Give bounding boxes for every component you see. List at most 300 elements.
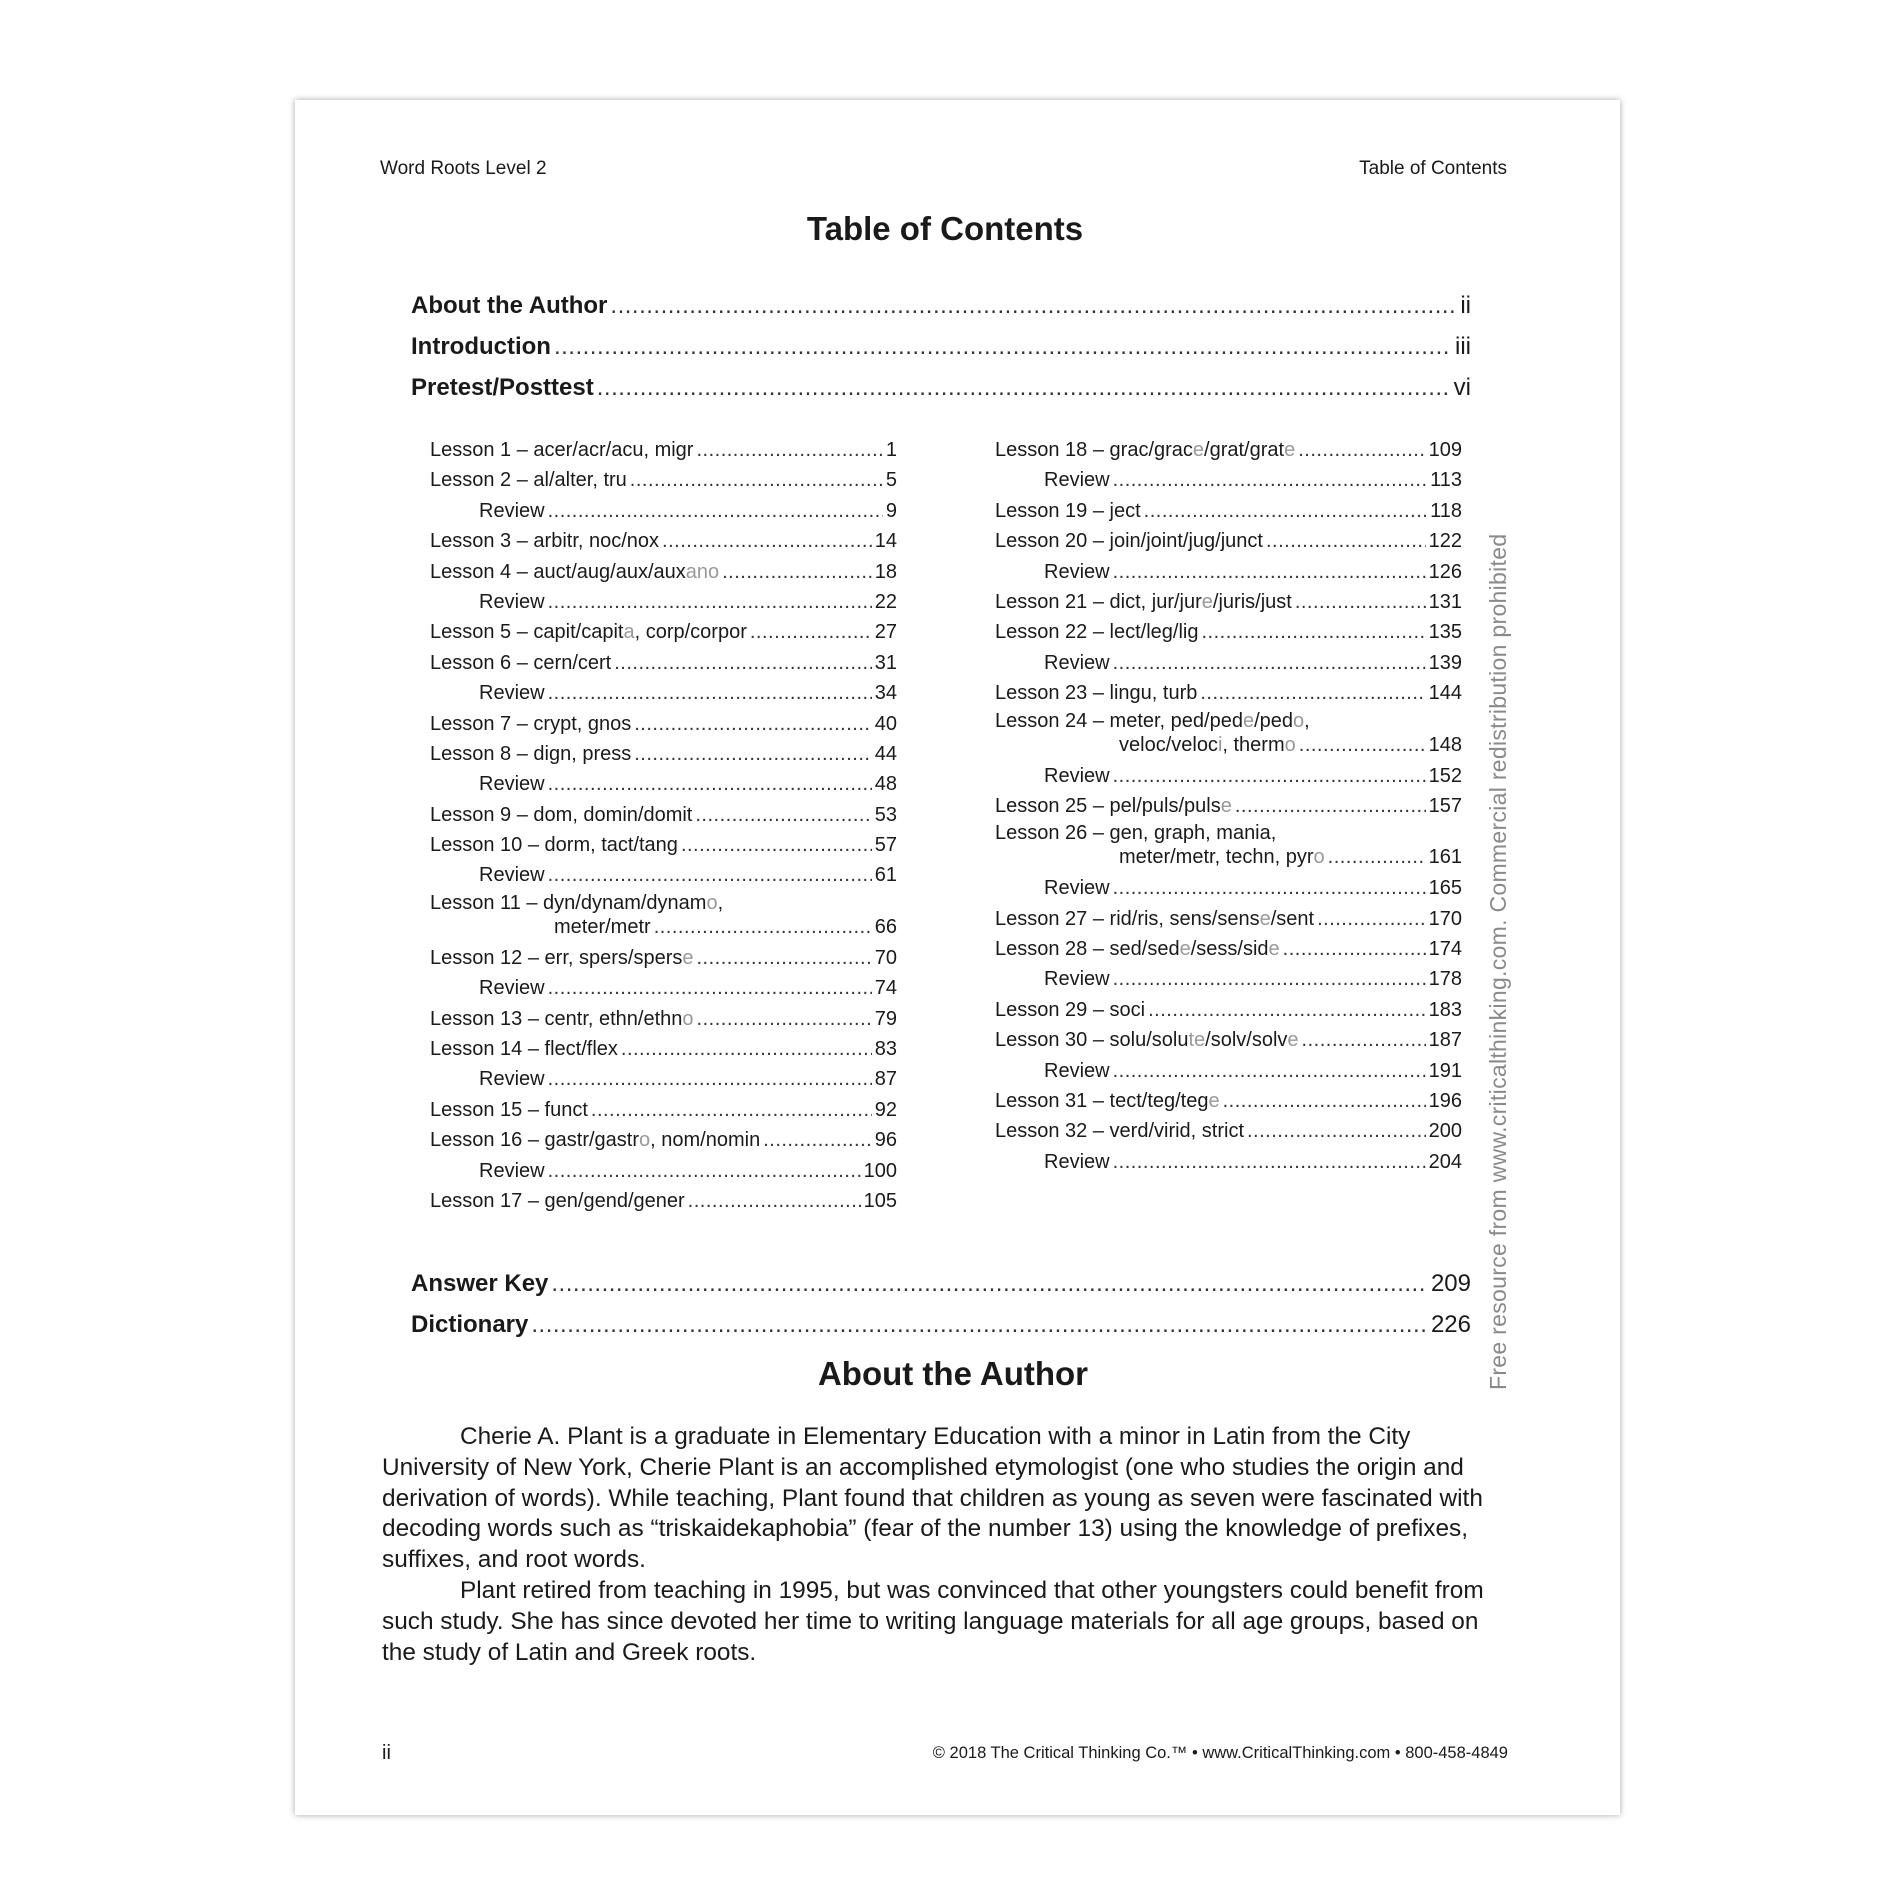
running-header-left: Word Roots Level 2: [380, 158, 547, 179]
entry-text: Lesson 8 – dign, press: [430, 742, 632, 765]
toc-page-number: 144: [1428, 682, 1462, 705]
leader-dots: [548, 587, 872, 617]
toc-page-number: 118: [1430, 499, 1462, 522]
toc-entry-label: [430, 830, 678, 860]
leader-dots: [1113, 1056, 1426, 1086]
entry-text: Lesson 30 – solu/solu: [995, 1029, 1189, 1052]
entry-text: Lesson 17 – gen/gend/gener: [430, 1189, 685, 1212]
entry-text: Lesson 14 – flect/flex: [430, 1038, 618, 1061]
toc-major-entry: [411, 333, 1471, 373]
toc-review-entry: [430, 1156, 897, 1186]
about-author-title: About the Author: [817, 1355, 1089, 1392]
toc-entry-label: [995, 496, 1141, 526]
toc-page-number: 122: [1428, 530, 1462, 553]
toc-entry-label: [430, 769, 545, 799]
toc-right-column: [995, 435, 1462, 1177]
entry-text: Review: [1044, 968, 1110, 991]
toc-page-number: 170: [1428, 907, 1462, 930]
leader-dots: [1295, 587, 1426, 617]
toc-page-number: 53: [874, 803, 897, 826]
gray-letters: e: [1192, 439, 1205, 461]
entry-text: Lesson 26 – gen, graph, mania,: [995, 822, 1277, 845]
toc-major-entry: [411, 1270, 1471, 1310]
toc-page-number: 174: [1428, 938, 1462, 961]
toc-entry: [995, 617, 1462, 647]
entry-text: Lesson 18 – grac/grac: [995, 439, 1193, 461]
entry-text: /sess/sid: [1190, 938, 1269, 961]
toc-page-number: 191: [1428, 1059, 1462, 1082]
entry-text: Lesson 24 – meter, ped/ped: [995, 709, 1243, 732]
leader-dots: [548, 1156, 861, 1186]
entry-text: Lesson 28 – sed/sed: [995, 938, 1180, 961]
toc-entry: [995, 1025, 1462, 1055]
toc-entry-label: [995, 733, 1296, 757]
toc-entry: [430, 648, 897, 678]
gray-letters: e: [1208, 1090, 1220, 1113]
leader-dots: [591, 1095, 872, 1125]
toc-page-number: 148: [1428, 733, 1462, 756]
entry-text: , nom/nomin: [650, 1129, 761, 1152]
leader-dots: [614, 648, 872, 678]
toc-entry: [995, 496, 1462, 526]
entry-text: ,: [717, 891, 724, 914]
toc-review-entry: [995, 1056, 1462, 1086]
leader-dots: [696, 943, 871, 973]
entry-text: Lesson 16 – gastr/gastr: [430, 1129, 640, 1152]
entry-text: Lesson 19 – ject: [995, 499, 1141, 522]
toc-entry-label: [430, 465, 627, 495]
toc-entry-label: [430, 1186, 685, 1216]
toc-entry-label: [995, 761, 1110, 791]
entry-text: Review: [1044, 1150, 1110, 1173]
toc-entry: [995, 995, 1462, 1025]
toc-page-number: iii: [1455, 333, 1471, 360]
leader-dots: [662, 526, 872, 556]
toc-page-number: 135: [1428, 621, 1462, 644]
toc-page-number: 1: [885, 439, 897, 461]
toc-page-number: 18: [874, 560, 897, 583]
leader-dots: [610, 292, 1457, 320]
toc-entry: [995, 709, 1462, 733]
toc-entry: [430, 830, 897, 860]
toc-page-number: 5: [885, 469, 897, 492]
toc-entry: [995, 678, 1462, 708]
entry-text: Lesson 31 – tect/teg/teg: [995, 1090, 1209, 1113]
toc-page-number: 61: [874, 864, 897, 887]
toc-entry-continuation: [995, 733, 1462, 761]
toc-entry-label: [430, 617, 747, 647]
leader-dots: [654, 915, 872, 939]
entry-text: /solv/solv: [1205, 1029, 1288, 1052]
toc-major-entry: [411, 292, 1471, 332]
toc-entry-continuation: [430, 915, 897, 943]
entry-text: /sent: [1270, 907, 1315, 930]
leader-dots: [1113, 761, 1426, 791]
entry-text: Review: [1044, 877, 1110, 900]
leader-dots: [634, 709, 872, 739]
gray-letters: e: [1242, 709, 1255, 732]
entry-text: Lesson 13 – centr, ethn/ethn: [430, 1007, 683, 1030]
toc-entry-label: [430, 860, 545, 890]
leader-dots: [1113, 648, 1426, 678]
leader-dots: [597, 374, 1451, 402]
toc-entry-label: [430, 915, 651, 939]
toc-entry: [430, 435, 897, 465]
entry-text: Review: [1044, 1059, 1110, 1082]
entry-text: Lesson 25 – pel/puls/puls: [995, 794, 1221, 817]
toc-entry-label: [430, 891, 723, 915]
toc-entry-label: [430, 1095, 588, 1125]
entry-text: Review: [479, 682, 545, 705]
toc-page-number: 44: [874, 742, 897, 765]
entry-text: Lesson 11 – dyn/dynam/dynam: [430, 891, 707, 914]
toc-entry-label: [995, 678, 1197, 708]
toc-page-number: 34: [874, 682, 897, 705]
toc-major-label: Pretest/Posttest: [411, 374, 594, 401]
toc-page-number: 83: [874, 1038, 897, 1061]
toc-review-entry: [430, 973, 897, 1003]
entry-text: Lesson 15 – funct: [430, 1098, 588, 1121]
toc-entry-label: [995, 845, 1325, 869]
toc-entry-label: [995, 709, 1310, 733]
toc-page-number: 31: [874, 651, 897, 674]
entry-text: meter/metr, techn, pyr: [1119, 846, 1314, 869]
entry-text: Lesson 7 – crypt, gnos: [430, 712, 632, 735]
leader-dots: [634, 739, 872, 769]
toc-entry-label: [430, 1004, 694, 1034]
toc-review-entry: [995, 465, 1462, 495]
entry-text: Lesson 27 – rid/ris, sens/sens: [995, 907, 1260, 930]
toc-page-number: vi: [1453, 374, 1471, 401]
toc-page-number: 57: [874, 834, 897, 857]
toc-review-entry: [430, 860, 897, 890]
toc-review-entry: [995, 557, 1462, 587]
leader-dots: [548, 496, 883, 526]
leader-dots: [1113, 964, 1426, 994]
leader-dots: [548, 769, 872, 799]
leader-dots: [1235, 791, 1426, 821]
toc-major-label: About the Author: [411, 292, 608, 319]
leader-dots: [1302, 1025, 1426, 1055]
toc-entry-label: [430, 1125, 760, 1155]
toc-entry-label: [430, 973, 545, 1003]
toc-entry-label: [995, 648, 1110, 678]
toc-page-number: 14: [874, 530, 897, 553]
gray-letters: te: [1188, 1029, 1206, 1052]
entry-text: Review: [479, 1068, 545, 1091]
toc-entry: [430, 617, 897, 647]
gray-letters: o: [1313, 846, 1325, 869]
toc-page-number: 152: [1428, 764, 1462, 787]
toc-page-number: 204: [1428, 1150, 1462, 1173]
entry-text: ,: [1304, 709, 1310, 732]
leader-dots: [1201, 617, 1425, 647]
toc-page-number: 109: [1428, 439, 1462, 461]
toc-entry: [995, 1086, 1462, 1116]
toc-page-number: 70: [874, 946, 897, 969]
leader-dots: [630, 465, 883, 495]
toc-title: Table of Contents: [806, 210, 1084, 247]
gray-letters: e: [1220, 794, 1232, 817]
toc-entry: [430, 891, 897, 915]
entry-text: Lesson 23 – lingu, turb: [995, 682, 1198, 705]
running-header-right: Table of Contents: [1359, 158, 1507, 179]
leader-dots: [1328, 845, 1426, 869]
entry-text: Lesson 6 – cern/cert: [430, 651, 612, 674]
entry-text: Review: [479, 1159, 545, 1182]
toc-major-entry: [411, 1311, 1471, 1351]
entry-text: Review: [1044, 651, 1110, 674]
leader-dots: [548, 678, 872, 708]
toc-entry-label: [995, 1056, 1110, 1086]
toc-entry: [995, 526, 1462, 556]
toc-entry-label: [995, 526, 1263, 556]
toc-entry-label: [995, 465, 1110, 495]
leader-dots: [548, 973, 872, 1003]
toc-entry-label: [430, 739, 631, 769]
toc-left-column: [430, 435, 897, 1216]
leader-dots: [688, 1186, 861, 1216]
toc-entry-label: [995, 435, 1295, 465]
leader-dots: [1266, 526, 1426, 556]
entry-text: /grat/grat: [1204, 439, 1285, 461]
toc-entry-label: [430, 496, 545, 526]
entry-text: Review: [479, 590, 545, 613]
leader-dots: [1144, 496, 1427, 526]
toc-entry: [430, 465, 897, 495]
entry-text: Lesson 21 – dict, jur/jur: [995, 590, 1202, 613]
toc-review-entry: [430, 769, 897, 799]
toc-major-label: Answer Key: [411, 1270, 549, 1297]
entry-text: Lesson 10 – dorm, tact/tang: [430, 834, 678, 857]
toc-page-number: 165: [1428, 877, 1462, 900]
toc-review-entry: [995, 648, 1462, 678]
toc-entry: [430, 526, 897, 556]
entry-text: Lesson 5 – capit/capit: [430, 621, 624, 644]
toc-major-label: Dictionary: [411, 1311, 529, 1338]
toc-page-number: 196: [1428, 1090, 1462, 1113]
toc-entry-label: [430, 709, 631, 739]
entry-text: , therm: [1222, 733, 1285, 756]
toc-page-number: 113: [1430, 469, 1462, 492]
leader-dots: [696, 435, 882, 465]
leader-dots: [1299, 733, 1426, 757]
leader-dots: [1148, 995, 1426, 1025]
footer-copyright: © 2018 The Critical Thinking Co.™ • www.CriticalThinking.com • 800-458-4849: [932, 1744, 1508, 1762]
toc-entry-label: [995, 617, 1198, 647]
toc-entry-continuation: [995, 845, 1462, 873]
toc-review-entry: [995, 761, 1462, 791]
entry-text: , corp/corpor: [634, 621, 747, 644]
toc-page-number: 200: [1428, 1120, 1462, 1143]
toc-major-label: Introduction: [411, 333, 551, 360]
toc-entry-label: [995, 873, 1110, 903]
toc-entry-label: [995, 821, 1276, 845]
toc-entry-label: [995, 557, 1110, 587]
toc-page-number: 87: [874, 1068, 897, 1091]
toc-entry-label: [995, 934, 1280, 964]
toc-page-number: 100: [863, 1159, 897, 1182]
toc-entry-label: [430, 800, 692, 830]
leader-dots: [722, 557, 872, 587]
toc-entry: [430, 1004, 897, 1034]
leader-dots: [697, 1004, 872, 1034]
toc-entry: [995, 587, 1462, 617]
toc-entry-label: [430, 435, 693, 465]
leader-dots: [531, 1311, 1428, 1339]
toc-page-number: 9: [885, 499, 897, 522]
entry-text: /juris/just: [1212, 590, 1292, 613]
toc-review-entry: [995, 873, 1462, 903]
toc-entry-label: [995, 904, 1314, 934]
toc-entry-label: [995, 587, 1292, 617]
book-page: [295, 100, 1620, 1815]
leader-dots: [551, 1270, 1428, 1298]
gray-letters: o: [682, 1007, 694, 1030]
entry-text: Review: [479, 773, 545, 796]
toc-page-number: 66: [874, 915, 897, 938]
toc-page-number: 183: [1428, 998, 1462, 1021]
toc-entry: [995, 791, 1462, 821]
leader-dots: [763, 1125, 872, 1155]
toc-page-number: 131: [1428, 590, 1462, 613]
entry-text: Lesson 1 – acer/acr/acu, migr: [430, 439, 694, 461]
toc-page-number: 157: [1428, 794, 1462, 817]
toc-review-entry: [430, 678, 897, 708]
gray-letters: e: [682, 946, 694, 969]
gray-letters: o: [706, 891, 718, 914]
toc-entry-label: [430, 678, 545, 708]
toc-entry-label: [995, 1147, 1110, 1177]
toc-page-number: 74: [874, 977, 897, 1000]
gray-letters: o: [639, 1129, 651, 1152]
toc-entry: [430, 1095, 897, 1125]
toc-page-number: 209: [1430, 1270, 1471, 1297]
toc-entry-label: [430, 1156, 545, 1186]
toc-review-entry: [995, 1147, 1462, 1177]
gray-letters: e: [1284, 439, 1296, 461]
entry-text: Review: [1044, 764, 1110, 787]
entry-text: Lesson 29 – soci: [995, 998, 1146, 1021]
toc-page-number: 139: [1428, 651, 1462, 674]
toc-page-number: 79: [874, 1007, 897, 1030]
toc-page-number: 161: [1428, 846, 1462, 869]
gray-letters: e: [1259, 907, 1271, 930]
toc-entry: [995, 904, 1462, 934]
leader-dots: [1113, 1147, 1426, 1177]
toc-page-number: 40: [874, 712, 897, 735]
toc-entry: [430, 1034, 897, 1064]
toc-review-entry: [430, 1064, 897, 1094]
entry-text: meter/metr: [554, 915, 651, 938]
entry-text: /ped: [1254, 709, 1294, 732]
toc-entry: [995, 934, 1462, 964]
toc-entry: [995, 1116, 1462, 1146]
gray-letters: e: [1287, 1029, 1299, 1052]
leader-dots: [1113, 465, 1428, 495]
entry-text: Lesson 12 – err, spers/spers: [430, 946, 683, 969]
toc-entry-label: [995, 1025, 1299, 1055]
toc-page-number: 105: [863, 1189, 897, 1212]
toc-page-number: 48: [874, 773, 897, 796]
toc-entry: [430, 1186, 897, 1216]
gray-letters: o: [1284, 733, 1296, 756]
toc-entry: [430, 1125, 897, 1155]
toc-review-entry: [430, 496, 897, 526]
leader-dots: [1113, 873, 1426, 903]
leader-dots: [621, 1034, 872, 1064]
leader-dots: [1317, 904, 1426, 934]
gray-letters: o: [1293, 709, 1305, 732]
toc-entry: [430, 739, 897, 769]
toc-entry: [430, 709, 897, 739]
toc-entry-label: [995, 964, 1110, 994]
toc-entry-label: [430, 1064, 545, 1094]
toc-page-number: ii: [1460, 292, 1471, 319]
toc-entry-label: [430, 648, 611, 678]
toc-entry: [995, 435, 1462, 465]
toc-review-entry: [430, 587, 897, 617]
toc-page-number: 226: [1430, 1311, 1471, 1338]
entry-text: Review: [1044, 469, 1110, 492]
entry-text: Review: [479, 499, 545, 522]
gray-letters: a: [623, 621, 635, 644]
toc-entry: [430, 557, 897, 587]
entry-text: veloc/veloc: [1119, 733, 1218, 756]
entry-text: Lesson 22 – lect/leg/lig: [995, 621, 1199, 644]
toc-entry-label: [430, 943, 693, 973]
entry-text: Lesson 20 – join/joint/jug/junct: [995, 530, 1263, 553]
toc-page-number: 22: [874, 590, 897, 613]
entry-text: Lesson 4 – auct/aug/aux/aux: [430, 560, 686, 583]
toc-entry-label: [430, 587, 545, 617]
gray-letters: e: [1179, 938, 1191, 961]
leader-dots: [1113, 557, 1426, 587]
entry-text: Review: [1044, 560, 1110, 583]
entry-text: Lesson 9 – dom, domin/domit: [430, 803, 693, 826]
gray-letters: ano: [685, 560, 720, 583]
toc-review-entry: [995, 964, 1462, 994]
toc-page-number: 96: [874, 1129, 897, 1152]
entry-text: Lesson 2 – al/alter, tru: [430, 469, 627, 492]
toc-entry: [430, 800, 897, 830]
leader-dots: [554, 333, 1452, 361]
about-paragraph: Plant retired from teaching in 1995, but was convinced that other youngsters could benefit from such study. She has since devoted her time to writing language materials for all age groups, based on the study of Latin and Greek roots.: [382, 1576, 1484, 1666]
toc-page-number: 92: [874, 1098, 897, 1121]
toc-entry-label: [430, 1034, 618, 1064]
about-author-body: [382, 1422, 1512, 1668]
entry-text: Review: [479, 864, 545, 887]
leader-dots: [1200, 678, 1425, 708]
toc-page-number: 126: [1428, 560, 1462, 583]
toc-page-number: 187: [1428, 1029, 1462, 1052]
gray-letters: i: [1217, 733, 1223, 756]
gray-letters: e: [1268, 938, 1280, 961]
toc-entry: [430, 943, 897, 973]
leader-dots: [548, 860, 872, 890]
toc-entry-label: [995, 791, 1232, 821]
toc-entry-label: [430, 557, 719, 587]
leader-dots: [1298, 435, 1425, 465]
leader-dots: [681, 830, 872, 860]
gray-letters: e: [1201, 590, 1213, 613]
toc-entry-label: [995, 995, 1145, 1025]
leader-dots: [1283, 934, 1426, 964]
about-paragraph: Cherie A. Plant is a graduate in Elementary Education with a minor in Latin from the City University of New York, Cherie Plant is an accomplished etymologist (one who studies the origin and derivation of words). While teaching, Plant found that children as young as seven were fascinated with decoding words such as “triskaidekaphobia” (fear of the number 13) using the knowledge of prefixes, suffixes, and root words.: [382, 1423, 1483, 1574]
leader-dots: [750, 617, 872, 647]
leader-dots: [695, 800, 871, 830]
leader-dots: [1223, 1086, 1426, 1116]
